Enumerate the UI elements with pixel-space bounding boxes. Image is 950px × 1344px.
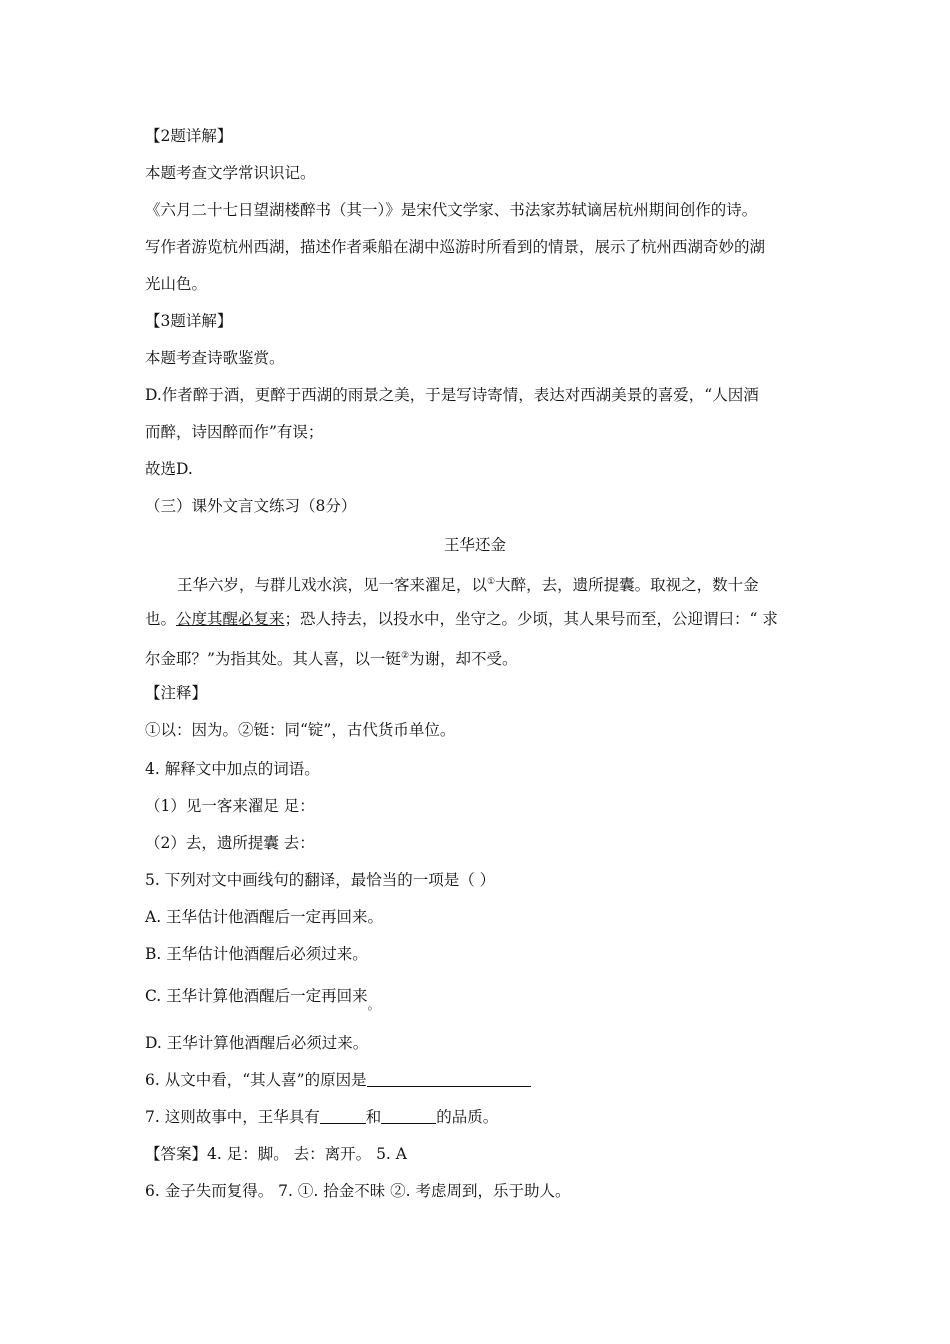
section-2-text: 《六月二十七日望湖楼醉书（其一）》是宋代文学家、书法家苏轼谪居杭州期间创作的诗。	[145, 201, 758, 219]
note-ref: ②	[400, 651, 410, 661]
part-3-heading: （三）课外文言文练习（8分）	[145, 497, 357, 515]
answer-blank	[367, 1072, 531, 1087]
option-c: C. 王华计算他酒醒后一定再回来$_。$	[145, 987, 380, 1012]
section-3-text: 本题考查诗歌鉴赏。	[145, 349, 285, 367]
section-2-text: 写作者游览杭州西湖，描述作者乘船在湖中巡游时所看到的情景，展示了杭州西湖奇妙的湖	[145, 238, 766, 256]
section-3-heading: 【3题详解】	[145, 312, 233, 330]
option-a: A. 王华估计他酒醒后一定再回来。	[145, 908, 384, 926]
question-6: 6. 从文中看，“其人喜”的原因是	[145, 1070, 531, 1090]
answer-blank	[381, 1109, 436, 1124]
option-b: B. 王华估计他酒醒后必须过来。	[145, 945, 368, 963]
passage-line: 尔金耶？”为指其处。其人喜，以一铤②为谢，却不受。	[145, 650, 518, 668]
answer-line: 6. 金子失而复得。 7. ①. 拾金不昧 ②. 考虑周到，乐于助人。	[145, 1182, 571, 1200]
question-7: 7. 这则故事中，王华具有 和 的品质。	[145, 1108, 499, 1126]
passage-line: 也。公度其醒必复来；恐人持去，以投水中，坐守之。少顷，其人果号而至，公迎谓曰：“ 求	[145, 610, 778, 628]
section-3-text: 故选D.	[145, 460, 193, 478]
underlined-sentence: 公度其醒必复来	[176, 610, 285, 628]
question-4-item: （1）见一客来濯足 足：	[145, 797, 315, 815]
section-2-text: 光山色。	[145, 275, 208, 293]
question-4-item: （2）去，遗所提囊 去：	[145, 834, 315, 852]
section-3-text: D.作者醉于酒，更醉于西湖的雨景之美，于是写诗寄情，表达对西湖美景的喜爱，“人因酒	[145, 386, 759, 404]
passage-line: 王华六岁，与群儿戏水滨，见一客来濯足，以①大醉，去，遗所提囊。取视之，数十金	[177, 576, 759, 594]
notes-heading: 【注释】	[145, 684, 208, 702]
answer-blank	[320, 1109, 366, 1124]
note-ref: ①	[487, 577, 496, 587]
section-3-text: 而醉，诗因醉而作”有误；	[145, 423, 324, 441]
notes-text: ①以：因为。②铤：同“锭”，古代货币单位。	[145, 721, 456, 739]
section-2-text: 本题考查文学常识识记。	[145, 164, 316, 182]
question-4-stem: 4. 解释文中加点的词语。	[145, 760, 320, 778]
option-d: D. 王华计算他酒醒后必须过来。	[145, 1034, 369, 1052]
answer-line: 【答案】4. 足：脚。 去：离开。 5. A	[145, 1145, 407, 1163]
passage-title: 王华还金	[443, 536, 506, 554]
section-2-heading: 【2题详解】	[145, 127, 233, 145]
question-5-stem: 5. 下列对文中画线句的翻译，最恰当的一项是（ ）	[145, 871, 496, 889]
